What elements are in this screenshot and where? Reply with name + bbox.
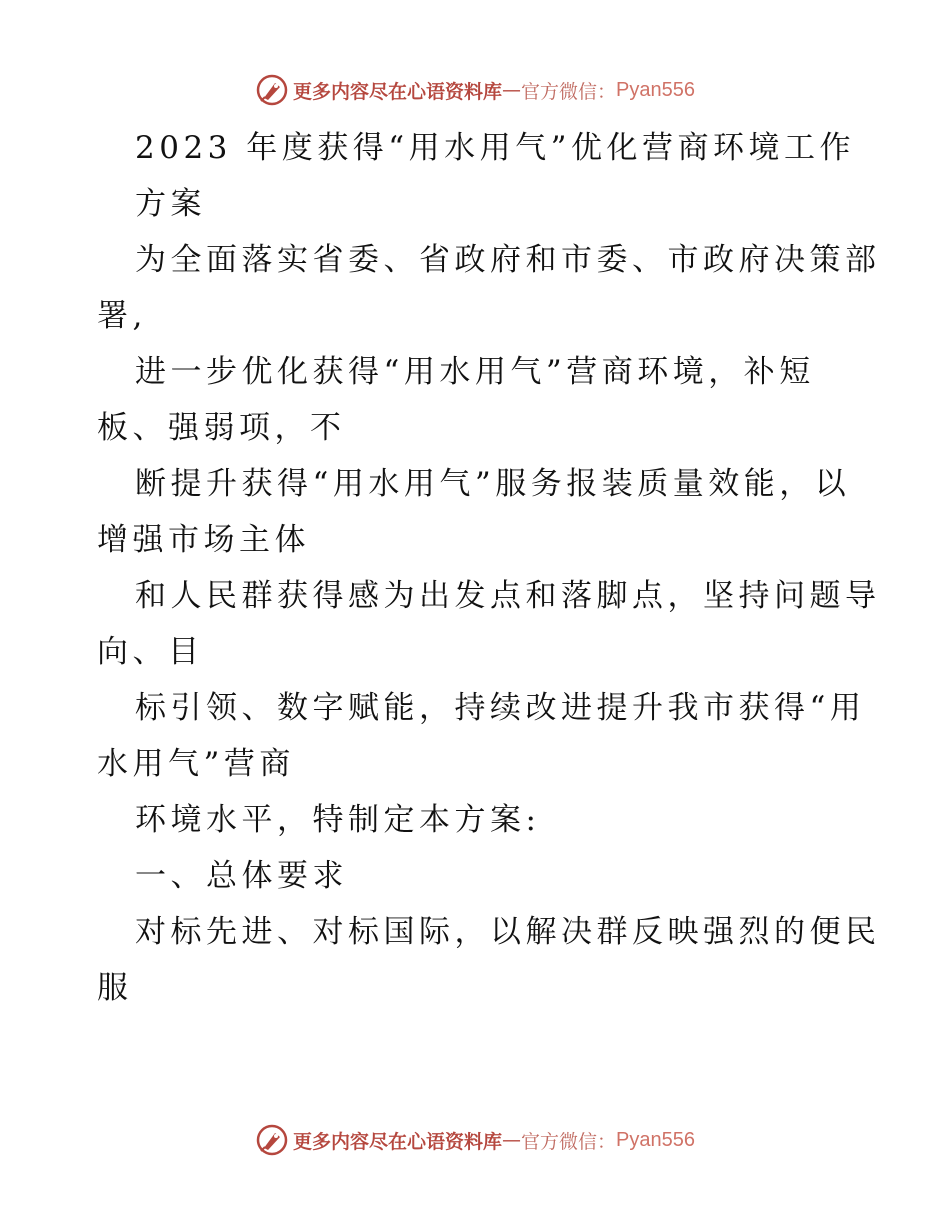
banner-wechat-label: 官方微信：: [521, 1130, 617, 1153]
banner-dash: —: [502, 79, 522, 101]
doc-line: 2023 年度获得“用水用气”优化营商环境工作: [135, 130, 855, 166]
doc-line: 水用气”营商: [97, 746, 295, 782]
header-banner-content: [255, 73, 695, 107]
banner-wechat-id: Pyan556: [616, 1128, 695, 1151]
pen-nib-circle-icon: [255, 1123, 289, 1157]
doc-line: 断提升获得“用水用气”服务报装质量效能，以: [135, 466, 851, 502]
banner-wechat-id: Pyan556: [616, 78, 695, 101]
footer-banner: [0, 1120, 950, 1160]
doc-line: 对标先进、对标国际，以解决群反映强烈的便民: [135, 914, 881, 950]
doc-line: 服: [97, 970, 133, 1006]
header-banner: [0, 70, 950, 110]
doc-line: 增强市场主体: [97, 522, 310, 558]
doc-line: 板、强弱项，不: [97, 410, 346, 446]
doc-line: 向、目: [97, 634, 204, 670]
doc-line: 进一步优化获得“用水用气”营商环境，补短: [135, 354, 815, 390]
doc-line: 署,: [97, 298, 147, 334]
doc-line: 方案: [135, 186, 206, 222]
doc-line: 标引领、数字赋能，持续改进提升我市获得“用: [135, 690, 866, 726]
banner-dash: —: [502, 1129, 522, 1151]
document-body: [97, 120, 881, 1016]
banner-wechat-label: 官方微信：: [521, 80, 617, 103]
doc-line: 一、总体要求: [135, 858, 348, 894]
pen-nib-circle-icon: [255, 73, 289, 107]
doc-line: 环境水平，特制定本方案:: [135, 802, 541, 838]
doc-line: 和人民群获得感为出发点和落脚点，坚持问题导: [135, 578, 881, 614]
banner-library-text: 更多内容尽在心语资料库: [293, 80, 503, 103]
banner-library-text: 更多内容尽在心语资料库: [293, 1130, 503, 1153]
footer-banner-content: [255, 1123, 695, 1157]
doc-line: 为全面落实省委、省政府和市委、市政府决策部: [135, 242, 881, 278]
